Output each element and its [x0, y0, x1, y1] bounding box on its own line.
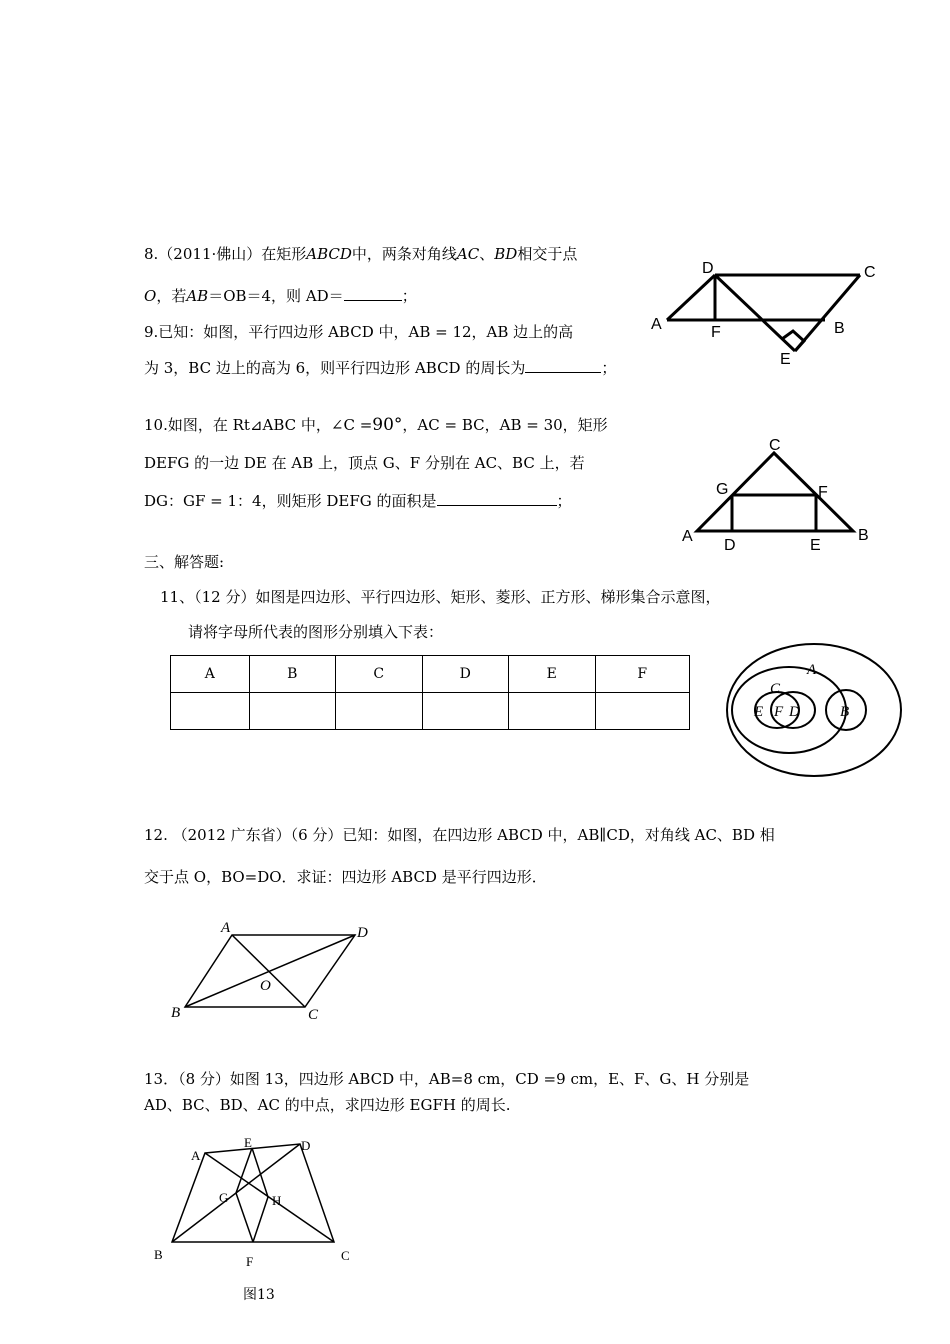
q12-line1: 12. （2012 广东省）（6 分）已知：如图，在四边形 ABCD 中，AB∥CD，对角线 AC、BD 相: [144, 826, 775, 844]
q11-line1: 11、（12 分）如图是四边形、平行四边形、矩形、菱形、正方形、梯形集合示意图，: [160, 588, 721, 606]
q8-o: O: [144, 287, 157, 305]
answer-cell[interactable]: [336, 693, 423, 730]
fig13-label-c: C: [341, 1248, 350, 1263]
fig10-label-a: A: [682, 528, 693, 545]
q8-line2-rest: ＝OB＝4，则 AD＝: [208, 287, 344, 305]
fig10-label-g: G: [716, 481, 729, 498]
fig12-label-o: O: [260, 978, 271, 994]
q8-line2-mid: ，若: [156, 287, 187, 305]
fig11-label-c: C: [770, 681, 781, 697]
q8-mid: 中，两条对角线: [351, 245, 457, 263]
answer-cell[interactable]: [509, 693, 595, 730]
q8-prefix: 8.（2011·佛山）在矩形: [144, 245, 307, 263]
fig13-label-d: D: [301, 1138, 311, 1153]
fig11-label-e: E: [754, 704, 764, 720]
fig10-label-f: F: [818, 484, 828, 501]
q8-line1: [144, 244, 577, 264]
q8-sep: 、: [479, 245, 495, 263]
fig11-label-b: B: [840, 704, 850, 720]
q13-line1: 13．（8 分）如图 13，四边形 ABCD 中，AB=8 cm，CD =9 cm，E、F、G、H 分别是: [144, 1070, 750, 1088]
q10-text: DG：GF = 1：4，则矩形 DEFG 的面积是: [144, 492, 437, 510]
section-heading: 三、解答题:: [144, 553, 225, 571]
q12-figure: [165, 915, 380, 1025]
q8-rect: ABCD: [306, 245, 352, 263]
fig13-label-f: F: [246, 1254, 254, 1269]
table-header-row: [171, 656, 690, 693]
fig12-label-b: B: [171, 1005, 181, 1021]
fig13-label-g: G: [219, 1190, 229, 1205]
table-header-cell: D: [422, 656, 509, 693]
fig10-label-c: C: [769, 437, 781, 454]
q13-figure: [150, 1130, 360, 1270]
fig8-label-c: C: [864, 264, 876, 281]
fig8-label-d: D: [702, 260, 714, 277]
q9-answer-blank[interactable]: [525, 358, 601, 373]
fig8-label-f: F: [711, 324, 721, 341]
answer-cell[interactable]: [422, 693, 509, 730]
q9-text: 为 3，BC 边上的高为 6，则平行四边形 ABCD 的周长为: [144, 359, 526, 377]
fig13-label-a: A: [191, 1148, 201, 1163]
q10-text-a: 10.如图，在 Rt⊿ABC 中，∠C =: [144, 416, 373, 434]
table-header-cell: F: [595, 656, 689, 693]
q9-line1: 9.已知：如图，平行四边形 ABCD 中，AB = 12，AB 边上的高: [144, 323, 574, 341]
table-header-cell: B: [249, 656, 335, 693]
q10-line3: [144, 491, 572, 511]
q9-line2: [144, 358, 616, 378]
q10-end: ；: [556, 492, 572, 510]
fig8-label-a: A: [651, 316, 662, 333]
fig12-label-d: D: [357, 925, 368, 941]
table-header-cell: E: [509, 656, 595, 693]
fig10-label-d: D: [724, 537, 736, 554]
fig8-label-e: E: [780, 351, 791, 368]
q10-line2: DEFG 的一边 DE 在 AB 上，顶点 G、F 分别在 AC、BC 上，若: [144, 454, 585, 472]
q10-answer-blank[interactable]: [437, 491, 557, 506]
q8-bd: BD: [494, 245, 518, 263]
q9-end: ；: [601, 359, 617, 377]
fig11-label-a: A: [807, 662, 817, 678]
q10-figure: [678, 433, 878, 555]
q12-line2: 交于点 O，BO=DO．求证：四边形 ABCD 是平行四边形．: [144, 868, 547, 886]
q11-line2: 请将字母所代表的图形分别填入下表：: [188, 623, 444, 641]
q13-line2: AD、BC、BD、AC 的中点，求四边形 EGFH 的周长.: [144, 1096, 511, 1114]
fig10-label-b: B: [858, 527, 869, 544]
q8-suffix: 相交于点: [517, 245, 578, 263]
table-answer-row: [171, 693, 690, 730]
fig8-label-b: B: [834, 320, 845, 337]
q10-line1: [144, 415, 608, 435]
q8-end: ；: [401, 287, 417, 305]
fig13-label-e: E: [244, 1135, 252, 1150]
fig13-label-h: H: [272, 1193, 282, 1208]
table-header-cell: C: [336, 656, 423, 693]
fig11-label-d: D: [789, 704, 800, 720]
q11-venn-figure: [718, 638, 908, 780]
answer-cell[interactable]: [171, 693, 250, 730]
answer-cell[interactable]: [249, 693, 335, 730]
q13-caption: 图13: [243, 1287, 275, 1303]
q11-answer-table: [170, 655, 690, 730]
fig11-label-f: F: [774, 704, 784, 720]
fig12-label-c: C: [308, 1007, 319, 1023]
q8-answer-blank[interactable]: [344, 286, 402, 301]
fig13-label-b: B: [154, 1247, 163, 1262]
fig10-label-e: E: [810, 537, 821, 554]
table-header-cell: A: [171, 656, 250, 693]
q8-line2: [144, 286, 417, 306]
fig12-label-a: A: [221, 920, 231, 936]
q10-text-b: ，AC = BC，AB = 30，矩形: [402, 416, 608, 434]
q8-ac: AC: [456, 245, 480, 263]
q10-angle: 90°: [372, 415, 403, 435]
answer-cell[interactable]: [595, 693, 689, 730]
q8-ab: AB: [186, 287, 209, 305]
q8-figure: [645, 255, 885, 370]
